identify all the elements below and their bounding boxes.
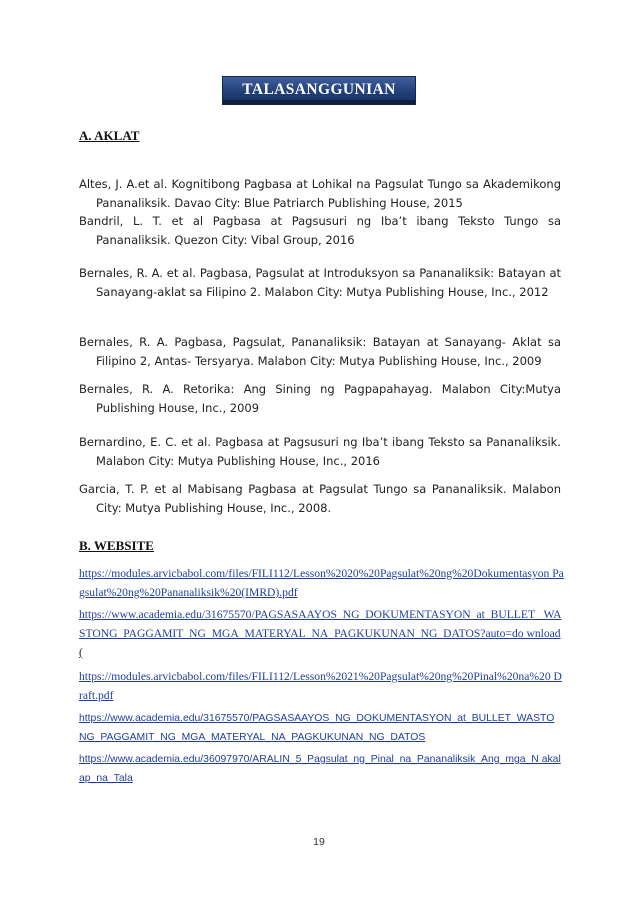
page-title: TALASANGGUNIAN — [242, 81, 396, 98]
website-url[interactable]: https://modules.arvicbabol.com/files/FILI112/Lesson%2020%20Pagsulat%20ng%20Dokumentasyon Pagsulat%20ng%20Pananaliksik%20(IMRD).pdf — [79, 567, 564, 599]
books-heading: A. AKLAT — [79, 128, 140, 143]
website-link[interactable] — [79, 667, 564, 705]
book-reference: Garcia, T. P. et al Mabisang Pagbasa at Pagsulat Tungo sa Pananaliksik. Malabon City: Mutya Publishing House, Inc., 2008. — [79, 482, 561, 515]
website-url[interactable]: https://www.academia.edu/31675570/PAGSASAAYOS_NG_DOKUMENTASYON_at_BULLET_ WASTONG_PAGGAMIT_NG_MGA_MATERYAL_NA_PAGKUKUNAN_NG_DATOS?auto=do wnload — [79, 608, 562, 640]
website-trailing-text: ( — [79, 646, 83, 659]
book-reference: Bernales, R. A. Retorika: Ang Sining ng Pagpapahayag. Malabon City:Mutya Publishing House, Inc., 2009 — [79, 382, 561, 415]
book-reference: Altes, J. A.et al. Kognitibong Pagbasa at Lohikal na Pagsulat Tungo sa Akademikong Pananaliksik. Davao City: Blue Patriarch Publishing House, 2015 — [79, 177, 561, 210]
website-link[interactable] — [79, 709, 564, 747]
title-banner — [222, 76, 416, 105]
websites-heading: B. WEBSITE — [79, 538, 154, 553]
website-link[interactable] — [79, 605, 564, 662]
page-number: 19 — [313, 836, 325, 848]
website-link[interactable] — [79, 564, 564, 602]
website-url[interactable]: https://www.academia.edu/36097970/ARALIN_5_Pagsulat_ng_Pinal_na_Pananaliksik_Ang_mga_N akalap_na_Tala — [79, 754, 561, 784]
book-reference: Bernales, R. A. Pagbasa, Pagsulat, Pananaliksik: Batayan at Sanayang- Aklat sa Filipino 2, Antas- Tersyarya. Malabon City: Mutya Publishing House, Inc., 2009 — [79, 335, 561, 368]
book-reference: Bernales, R. A. et al. Pagbasa, Pagsulat at Introduksyon sa Pananaliksik: Batayan at Sanayang-aklat sa Filipino 2. Malabon City: Mutya Publishing House, Inc., 2012 — [79, 266, 561, 299]
website-link[interactable] — [79, 750, 564, 788]
website-url[interactable]: https://modules.arvicbabol.com/files/FILI112/Lesson%2021%20Pagsulat%20ng%20Pinal%20na%20 Draft.pdf — [79, 670, 562, 702]
banner-stripe — [223, 100, 415, 104]
website-url[interactable]: https://www.academia.edu/31675570/PAGSASAAYOS_NG_DOKUMENTASYON_at_BULLET_WASTO NG_PAGGAMIT_NG_MGA_MATERYAL_NA_PAGKUKUNAN_NG_DATOS — [79, 713, 555, 743]
book-reference: Bernardino, E. C. et al. Pagbasa at Pagsusuri ng Iba’t ibang Teksto sa Pananaliksik. Malabon City: Mutya Publishing House, Inc., 2016 — [79, 435, 561, 468]
book-reference: Bandril, L. T. et al Pagbasa at Pagsusuri ng Iba’t ibang Teksto Tungo sa Pananaliksik. Quezon City: Vibal Group, 2016 — [79, 214, 561, 247]
